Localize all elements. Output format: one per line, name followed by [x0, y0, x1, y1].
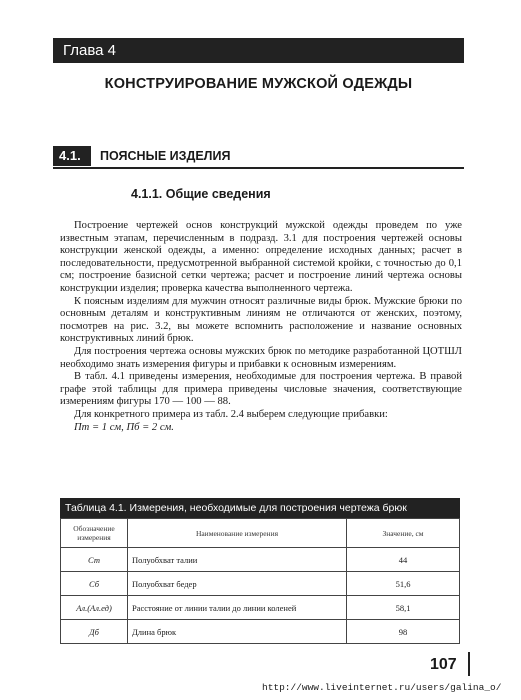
measure-value: 58,1 [347, 596, 460, 620]
subsection-title: 4.1.1. Общие сведения [131, 187, 271, 201]
measure-code: Сб [61, 572, 128, 596]
chapter-title: КОНСТРУИРОВАНИЕ МУЖСКОЙ ОДЕЖДЫ [104, 76, 413, 92]
section-divider [53, 167, 464, 169]
table-row [61, 548, 460, 572]
measure-code: Ст [61, 548, 128, 572]
header-value: Значение, см [347, 519, 460, 548]
body-text [60, 220, 462, 434]
page-number-bar [468, 652, 470, 676]
measure-value: 51,6 [347, 572, 460, 596]
measure-name: Полуобхват талии [128, 548, 347, 572]
table-row [61, 596, 460, 620]
table-row [61, 620, 460, 644]
measurements-table [60, 518, 460, 644]
paragraph-5: Для конкретного примера из табл. 2.4 выберем следующие прибавки: [74, 408, 388, 420]
table-header-row [61, 519, 460, 548]
measure-name: Длина брюк [128, 620, 347, 644]
chapter-label: Глава 4 [53, 38, 464, 63]
table-caption: Таблица 4.1. Измерения, необходимые для построения чертежа брюк [60, 498, 460, 518]
measure-code: Дб [61, 620, 128, 644]
measure-value: 44 [347, 548, 460, 572]
measure-value: 98 [347, 620, 460, 644]
measure-code: Ал.(Ал.ед) [61, 596, 128, 620]
header-code: Обозначение измерения [61, 519, 128, 548]
paragraph-1: Построение чертежей основ конструкций мужской одежды проведем по уже известным этапам, перечисленным в подразд. 3.1 для построения чертежей основы конструкции женской одежды, а именно: определение исходных данных; расчет в последовательности, предусмотренной выбранной системой кройки, с точностью до 0,1 см; построение базисной сетки чертежа; расчет и построение линий чертежа основы конструкции изделия; проверка качества выполненного чертежа. [60, 220, 462, 294]
page-number: 107 [430, 656, 457, 673]
header-name: Наименование измерения [128, 519, 347, 548]
section-title: ПОЯСНЫЕ ИЗДЕЛИЯ [100, 149, 231, 163]
table-row [61, 572, 460, 596]
paragraph-2: К поясным изделиям для мужчин относят различные виды брюк. Мужские брюки по основным деталям и конструктивным линиям не отличаются от женских, поэтому, посмотрев на рис. 3.2, вы можете вспомнить расположение и название основных конструктивных линий брюк. [60, 295, 462, 345]
footer-url: http://www.liveinternet.ru/users/galina_o/ [262, 682, 502, 693]
allowance-values: Пт = 1 см, Пб = 2 см. [74, 421, 174, 433]
paragraph-4: В табл. 4.1 приведены измерения, необходимые для построения чертежа. В правой графе этой таблицы для примера приведены числовые значения, соответствующие измерениям фигуры 170 — 100 — 88. [60, 371, 462, 408]
section-number: 4.1. [53, 146, 91, 166]
paragraph-3: Для построения чертежа основы мужских брюк по методике разработанной ЦОТШЛ необходимо знать измерения фигуры и прибавки к основным измерениям. [60, 345, 462, 370]
measure-name: Полуобхват бедер [128, 572, 347, 596]
measure-name: Расстояние от линии талии до линии коленей [128, 596, 347, 620]
